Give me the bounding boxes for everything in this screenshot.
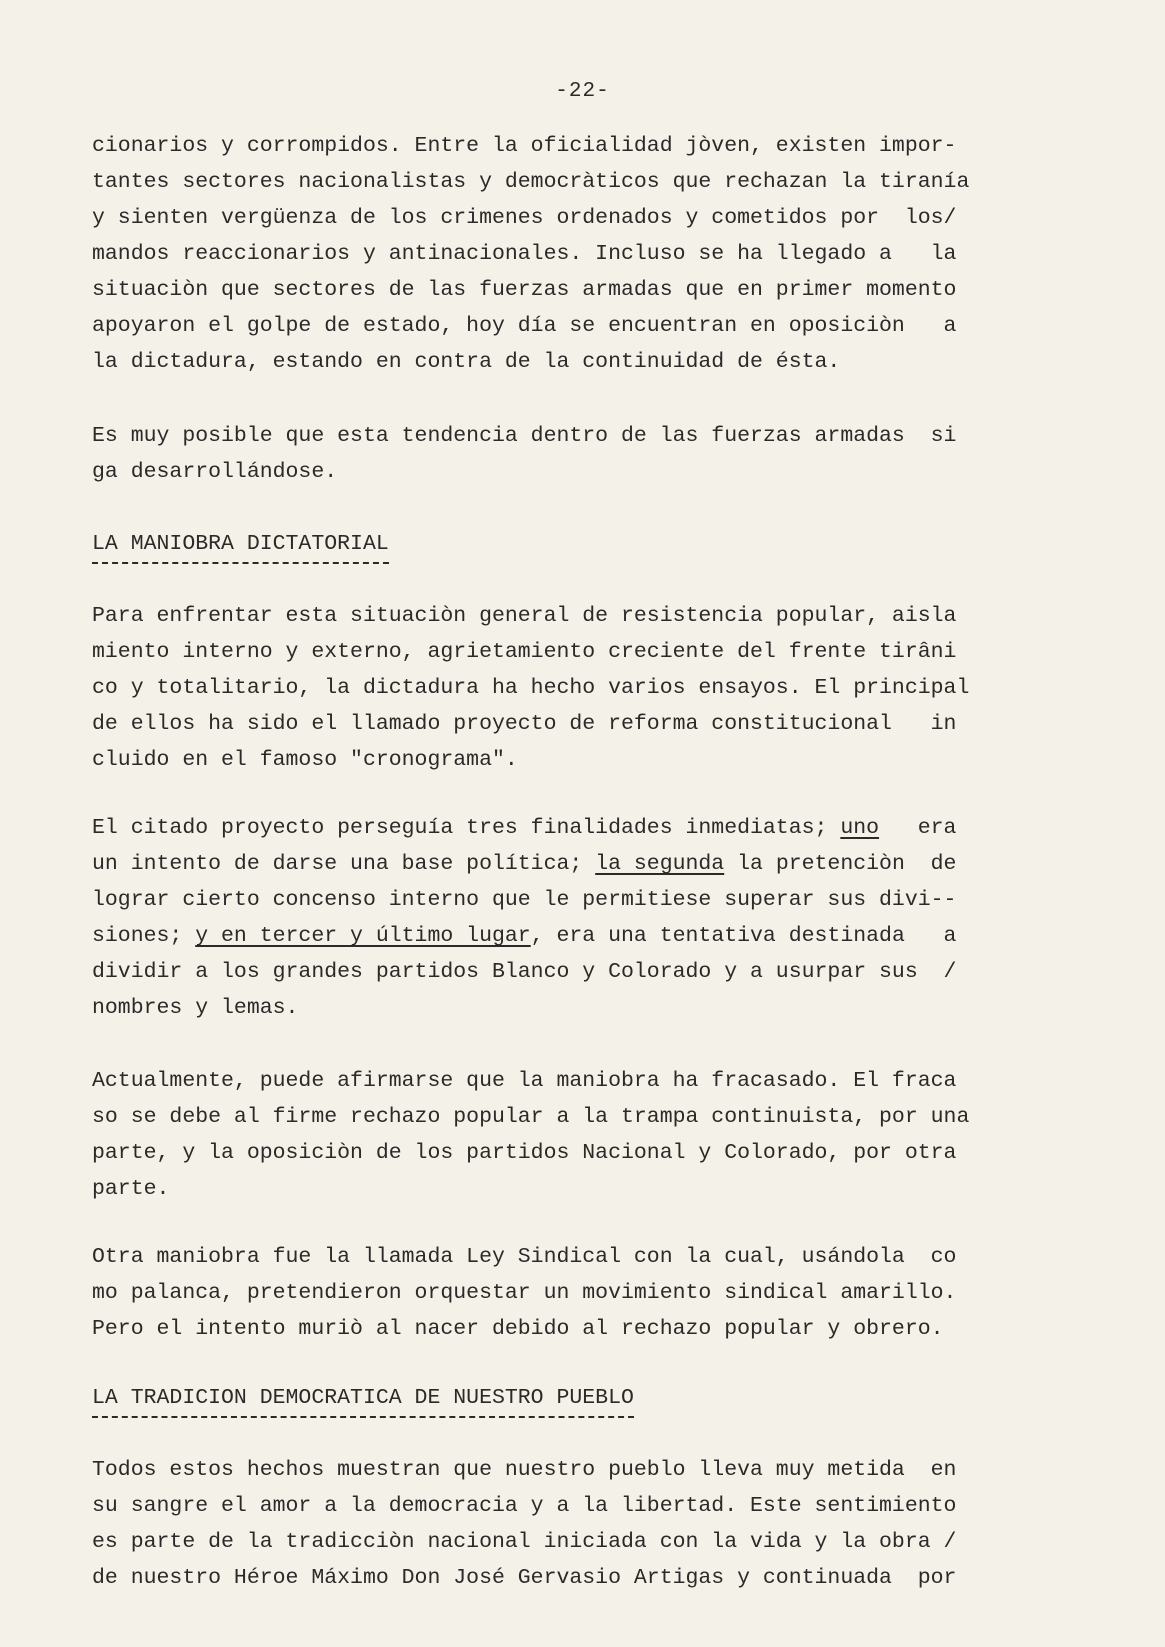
text-line: Otra maniobra fue la llamada Ley Sindical con la cual, usándola co [92, 1245, 957, 1269]
text-line: co y totalitario, la dictadura ha hecho varios ensayos. El principal [92, 676, 970, 700]
paragraph-5 [92, 1063, 1062, 1207]
text-line: lograr cierto concenso interno que le permitiese superar sus divi-- [92, 888, 957, 912]
page-number: -22- [555, 80, 610, 103]
text-line: ga desarrollándose. [92, 460, 338, 484]
text-line: la dictadura, estando en contra de la continuidad de ésta. [92, 350, 841, 374]
text-span: era [879, 816, 957, 840]
text-line: y sienten vergüenza de los crimenes ordenados y cometidos por los/ [92, 206, 957, 230]
heading-tradicion-democratica: LA TRADICION DEMOCRATICA DE NUESTRO PUEBLO [92, 1380, 634, 1418]
paragraph-6 [92, 1239, 1062, 1347]
section-heading-1 [92, 526, 1062, 564]
text-span: la pretenciòn de [724, 852, 957, 876]
paragraph-7 [92, 1452, 1062, 1596]
paragraph-4 [92, 810, 1062, 1026]
text-line: Es muy posible que esta tendencia dentro de las fuerzas armadas si [92, 424, 957, 448]
paragraph-1 [92, 128, 1062, 380]
text-line [92, 918, 1062, 954]
text-span: El citado proyecto perseguía tres finalidades inmediatas; [92, 816, 841, 840]
text-line: mandos reaccionarios y antinacionales. Incluso se ha llegado a la [92, 242, 957, 266]
text-line: mo palanca, pretendieron orquestar un movimiento sindical amarillo. [92, 1281, 957, 1305]
text-span: siones; [92, 924, 196, 948]
text-line: cluido en el famoso "cronograma". [92, 748, 518, 772]
text-line: situaciòn que sectores de las fuerzas armadas que en primer momento [92, 278, 957, 302]
text-line: parte, y la oposiciòn de los partidos Nacional y Colorado, por otra [92, 1141, 957, 1165]
text-line: miento interno y externo, agrietamiento creciente del frente tirâni [92, 640, 957, 664]
text-line [92, 846, 1062, 882]
underlined-text: uno [840, 816, 880, 840]
text-line: tantes sectores nacionalistas y democràticos que rechazan la tiranía [92, 170, 970, 194]
text-line [92, 810, 1062, 846]
text-line: so se debe al firme rechazo popular a la trampa continuista, por una [92, 1105, 970, 1129]
section-heading-2 [92, 1380, 1062, 1418]
text-line: apoyaron el golpe de estado, hoy día se encuentran en oposiciòn a [92, 314, 957, 338]
text-line: Pero el intento muriò al nacer debido al rechazo popular y obrero. [92, 1317, 944, 1341]
text-line: de nuestro Héroe Máximo Don José Gervasio Artigas y continuada por [92, 1566, 957, 1590]
paragraph-3 [92, 598, 1062, 778]
text-line: Todos estos hechos muestran que nuestro pueblo lleva muy metida en [92, 1458, 957, 1482]
text-line: Para enfrentar esta situaciòn general de resistencia popular, aisla [92, 604, 957, 628]
text-line: es parte de la tradicciòn nacional iniciada con la vida y la obra / [92, 1530, 957, 1554]
text-line: parte. [92, 1177, 170, 1201]
text-line: cionarios y corrompidos. Entre la oficialidad jòven, existen impor- [92, 134, 957, 158]
underlined-text: la segunda [595, 852, 725, 876]
text-line: de ellos ha sido el llamado proyecto de reforma constitucional in [92, 712, 957, 736]
text-span: un intento de darse una base política; [92, 852, 596, 876]
heading-maniobra-dictatorial: LA MANIOBRA DICTATORIAL [92, 526, 389, 564]
underlined-text: y en tercer y último lugar [195, 924, 531, 948]
text-line: dividir a los grandes partidos Blanco y Colorado y a usurpar sus / [92, 960, 957, 984]
paragraph-2 [92, 418, 1062, 490]
text-line: Actualmente, puede afirmarse que la maniobra ha fracasado. El fraca [92, 1069, 957, 1093]
text-line: su sangre el amor a la democracia y a la libertad. Este sentimiento [92, 1494, 957, 1518]
text-span: , era una tentativa destinada a [530, 924, 957, 948]
text-line: nombres y lemas. [92, 996, 299, 1020]
